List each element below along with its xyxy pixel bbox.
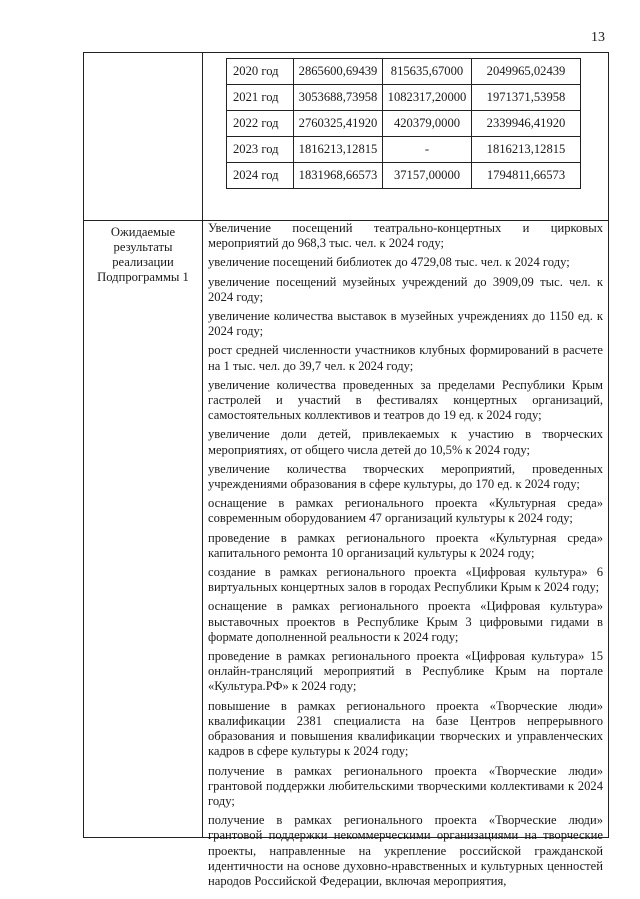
table-row (227, 163, 581, 189)
column-divider (202, 53, 203, 837)
amount-cell: 1794811,66573 (472, 163, 581, 189)
result-item: оснащение в рамках регионального проекта «Культурная среда» современным оборудованием 47 организаций культуры к 2024 году; (208, 496, 603, 526)
result-item: рост средней численности участников клубных формирований в расчете на 1 тыс. чел. до 39,7 чел. к 2024 году; (208, 343, 603, 373)
table-row (227, 137, 581, 163)
amount-cell: 2865600,69439 (294, 59, 383, 85)
table-row (227, 59, 581, 85)
expected-results-list (208, 221, 603, 893)
result-item: проведение в рамках регионального проекта «Культурная среда» капитального ремонта 10 организаций культуры к 2024 году; (208, 530, 603, 560)
year-cell: 2024 год (227, 163, 294, 189)
amount-cell: 420379,0000 (383, 111, 472, 137)
result-item: увеличение посещений библиотек до 4729,08 тыс. чел. к 2024 году; (208, 255, 570, 270)
amount-cell: 1831968,66573 (294, 163, 383, 189)
result-item: получение в рамках регионального проекта «Творческие люди» грантовой поддержки любительскими творческими коллективами к 2024 году; (208, 763, 603, 808)
amount-cell: 1082317,20000 (383, 85, 472, 111)
result-item: создание в рамках регионального проекта «Цифровая культура» 6 виртуальных концертных залов в городах Республики Крым к 2024 году; (208, 565, 603, 595)
result-item: увеличение количества выставок в музейных учреждениях до 1150 ед. к 2024 году; (208, 309, 603, 339)
page-number: 13 (591, 30, 605, 45)
year-cell: 2020 год (227, 59, 294, 85)
result-item: получение в рамках регионального проекта «Творческие люди» грантовой поддержки некоммерческими организациями на творческие проекты, направленные на укрепление российской гражданской идентичности на основе духовно-нравственных и культурных ценностей народов Российской Федерации, включая мероприятия, (208, 813, 603, 888)
table-row (227, 111, 581, 137)
amount-cell: 1816213,12815 (294, 137, 383, 163)
result-item: увеличение количества проведенных за пределами Республики Крым гастролей и участий в фестивалях концертных организаций, самостоятельных коллективов и театров до 19 ед. к 2024 году; (208, 377, 603, 423)
year-cell: 2023 год (227, 137, 294, 163)
table-row (227, 85, 581, 111)
amount-cell: 3053688,73958 (294, 85, 383, 111)
amount-cell: 1971371,53958 (472, 85, 581, 111)
amount-cell: 2339946,41920 (472, 111, 581, 137)
result-item: увеличение доли детей, привлекаемых к участию в творческих мероприятиях, от общего числа детей до 10,5% к 2024 году; (208, 427, 603, 457)
section-label: Ожидаемые результаты реализации Подпрограммы 1 (97, 225, 189, 284)
year-cell: 2021 год (227, 85, 294, 111)
amount-cell: 1816213,12815 (472, 137, 581, 163)
amount-cell: 2049965,02439 (472, 59, 581, 85)
amount-cell: 815635,67000 (383, 59, 472, 85)
funding-table (226, 58, 581, 189)
result-item: увеличение количества творческих мероприятий, проведенных учреждениями образования в сфере культуры, до 170 ед. к 2024 году; (208, 461, 603, 492)
result-item: повышение в рамках регионального проекта «Творческие люди» квалификации 2381 специалиста на базе Центров непрерывного образования и повышения квалификации творческих и управленческих кадров в сфере культуры к 2024 году; (208, 698, 603, 759)
result-item: Увеличение посещений театрально-концертных и цирковых мероприятий до 968,3 тыс. чел. к 2024 году; (208, 221, 603, 251)
year-cell: 2022 год (227, 111, 294, 137)
result-item: оснащение в рамках регионального проекта «Цифровая культура» выставочных проектов в Республике Крым 3 цифровыми гидами в формате дополненной реальности к 2024 году; (208, 599, 603, 644)
result-item: увеличение посещений музейных учреждений до 3909,09 тыс. чел. к 2024 году; (208, 274, 603, 304)
amount-cell: - (383, 137, 472, 163)
result-item: проведение в рамках регионального проекта «Цифровая культура» 15 онлайн-трансляций мероприятий в Республике Крым на портале «Культура.РФ» к 2024 году; (208, 649, 603, 694)
amount-cell: 2760325,41920 (294, 111, 383, 137)
amount-cell: 37157,00000 (383, 163, 472, 189)
